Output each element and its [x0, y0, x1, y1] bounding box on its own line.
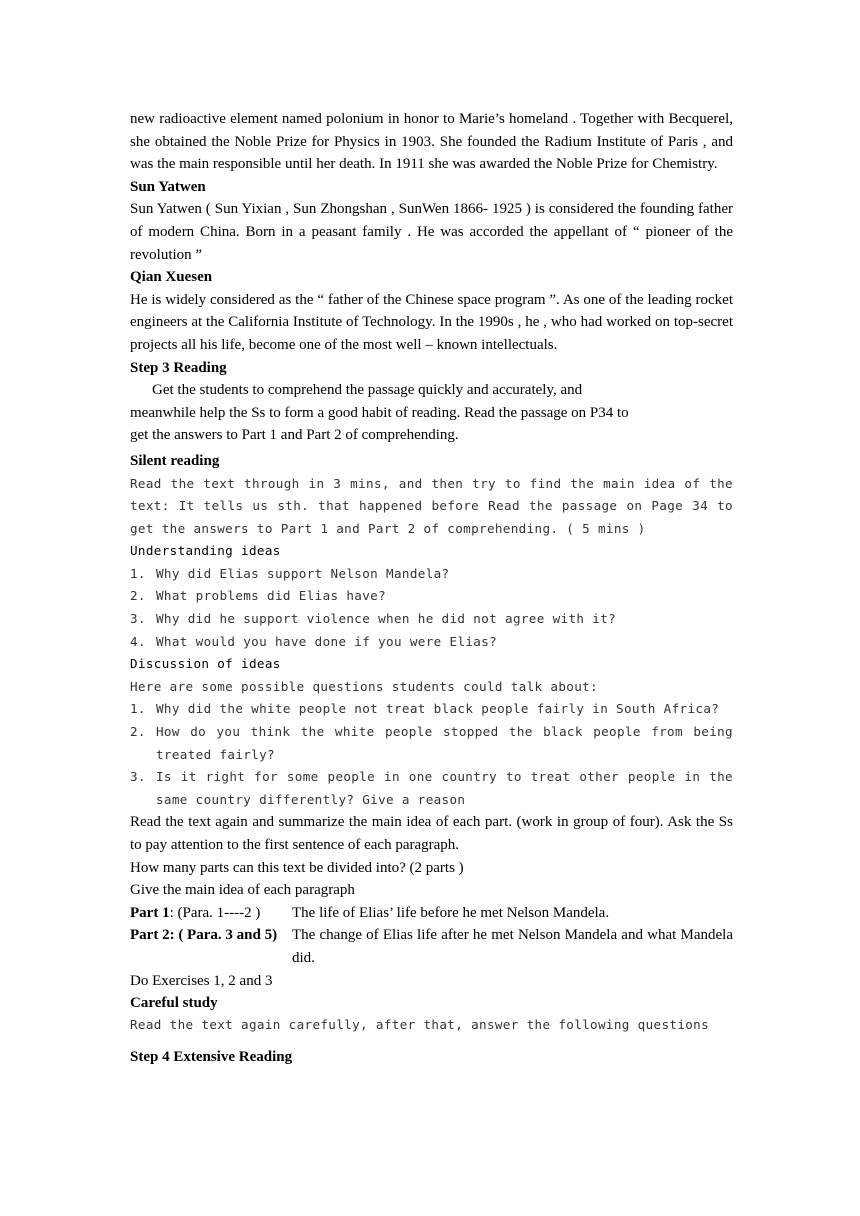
understanding-item: 1. Why did Elias support Nelson Mandela? [130, 565, 450, 581]
step4-heading: Step 4 Extensive Reading [130, 1048, 293, 1065]
summary-line1: Read the text again and summarize the main idea of each part. (work in group of four). Ask the Ss to pay attention to the first sentence of each paragraph. [130, 814, 733, 853]
step3-line3: get the answers to Part 1 and Part 2 of comprehending. [130, 427, 459, 444]
understanding-item: 2. What problems did Elias have? [130, 588, 387, 604]
silent-heading: Silent reading [130, 452, 220, 469]
understanding-item: 3. Why did he support violence when he did not agree with it? [130, 611, 617, 627]
part1-label: Part 1 [130, 904, 170, 921]
part1-text: The life of Elias’ life before he met Nelson Mandela. [292, 904, 610, 921]
careful-text: Read the text again carefully, after that, answer the following questions [130, 1016, 710, 1032]
summary-line2: How many parts can this text be divided into? (2 parts ) [130, 859, 464, 876]
exercises-line: Do Exercises 1, 2 and 3 [130, 972, 273, 989]
sun-heading: Sun Yatwen [130, 178, 206, 195]
part2-row [130, 924, 733, 969]
step3-heading: Step 3 Reading [130, 359, 227, 376]
intro-paragraph: new radioactive element named polonium in honor to Marie’s homeland . Together with Becquerel, she obtained the Noble Prize for Physics in 1903. She founded the Radium Institute of Paris , and was the main responsible until her death. In 1911 she was awarded the Noble Prize for Chemistry. [130, 111, 733, 173]
part1-row [130, 902, 733, 925]
part1-ref: : (Para. 1----2 ) [169, 904, 261, 921]
part2-label: Part 2: ( Para. 3 and 5) [130, 927, 278, 944]
step3-line2: meanwhile help the Ss to form a good habit of reading. Read the passage on P34 to [130, 404, 629, 421]
qian-heading: Qian Xuesen [130, 269, 213, 286]
careful-heading: Careful study [130, 995, 218, 1012]
silent-text: Read the text through in 3 mins, and then try to find the main idea of the text: It tells us sth. that happened before Read the passage on Page 34 to get the answers to Part 1 and Part 2 of comprehending. ( 5 mins ) [130, 475, 733, 536]
part2-text: The change of Elias life after he met Nelson Mandela and what Mandela did. [292, 927, 733, 966]
step3-line1: Get the students to comprehend the passage quickly and accurately, and [152, 382, 583, 399]
discussion-item: 2. How do you think the white people stopped the black people from being treated fairly? [130, 724, 733, 762]
summary-line3: Give the main idea of each paragraph [130, 882, 355, 899]
qian-text: He is widely considered as the “ father of the Chinese space program ”. As one of the leading rocket engineers at the California Institute of Technology. In the 1990s , he , who had worked on top-secret projects all his life, become one of the most well – known intellectuals. [130, 291, 733, 353]
discussion-intro: Here are some possible questions students could talk about: [130, 678, 598, 694]
sun-text: Sun Yatwen ( Sun Yixian , Sun Zhongshan , SunWen 1866- 1925 ) is considered the founding father of modern China. Born in a peasant family . He was accorded the appellant of “ pioneer of the revolution ” [130, 201, 733, 263]
understanding-heading: Understanding ideas [130, 543, 281, 559]
understanding-item: 4. What would you have done if you were Elias? [130, 633, 498, 649]
discussion-heading: Discussion of ideas [130, 656, 281, 672]
discussion-item: 1. Why did the white people not treat black people fairly in South Africa? [130, 701, 720, 717]
discussion-item: 3. Is it right for some people in one country to treat other people in the same country differently? Give a reason [130, 769, 733, 807]
document-page [130, 108, 733, 1068]
